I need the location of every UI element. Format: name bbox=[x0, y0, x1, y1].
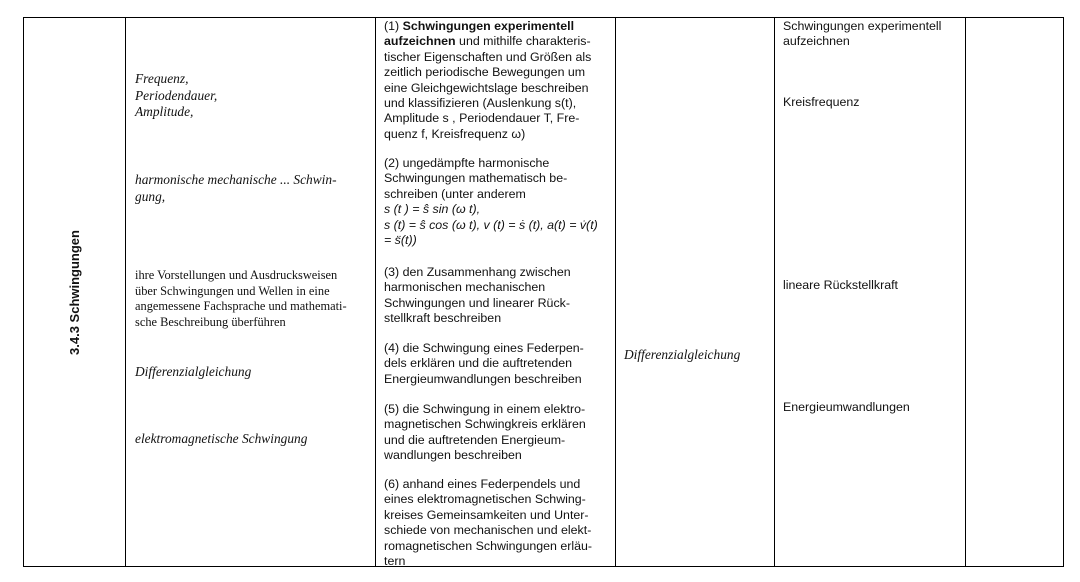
curriculum-table bbox=[23, 17, 1064, 567]
keywords-cell bbox=[775, 18, 965, 566]
keyword-record-oscillations: Schwingungen experimentell aufzeichnen bbox=[783, 19, 942, 49]
competence-1-number: (1) bbox=[384, 19, 403, 33]
term-harmonic-oscillation: harmonische mechanische ... Schwin- gung, bbox=[135, 172, 337, 204]
keyword-restoring-force: lineare Rückstellkraft bbox=[783, 278, 899, 292]
competence-5: (5) die Schwingung in einem elektro- magnetischen Schwingkreis erklären und die auftretenden Energieum- wandlungen beschreiben bbox=[384, 402, 586, 463]
empty-cell bbox=[966, 18, 1064, 566]
terms-cell bbox=[126, 18, 375, 566]
competence-3: (3) den Zusammenhang zwischen harmonischen mechanischen Schwingungen und linearer Rück- stellkraft beschreiben bbox=[384, 265, 571, 326]
term-frequency-group: Frequenz, Periodendauer, Amplitude, bbox=[135, 71, 218, 120]
keyword-angular-frequency: Kreisfrequenz bbox=[783, 95, 860, 109]
competence-2 bbox=[384, 156, 616, 248]
competence-2-formula-2: s (t) = ŝ cos (ω t), v (t) = ṡ (t), a(t) = v̇(t) bbox=[384, 217, 598, 232]
term-differential-equation: Differenzialgleichung bbox=[135, 364, 252, 379]
keyword-energy-conversion: Energieumwandlungen bbox=[783, 400, 910, 414]
competence-2-text: (2) ungedämpfte harmonische Schwingungen mathematisch be- schreiben (unter anderem bbox=[384, 156, 568, 201]
competence-2-formula-3: = s̈(t)) bbox=[384, 233, 417, 248]
method-differential-equation: Differenzialgleichung bbox=[624, 347, 741, 362]
term-em-oscillation: elektromagnetische Schwingung bbox=[135, 431, 308, 446]
competence-6: (6) anhand eines Federpendels und eines elektromagnetischen Schwing- kreises Gemeinsamkeiten und Unter- schiede von mechanischen und elekt- romagnetischen Schwingungen erläu- tern bbox=[384, 477, 593, 569]
term-language-description: ihre Vorstellungen und Ausdrucksweisen über Schwingungen und Wellen in eine angemessene Fachsprache und mathemati- sche Beschreibung überführen bbox=[135, 268, 347, 329]
section-title-cell bbox=[24, 18, 124, 566]
competences-cell bbox=[376, 18, 615, 569]
competence-1-bold: Schwingungen experimentell aufzeichnen bbox=[384, 19, 575, 49]
competence-2-formula-1: s (t ) = ŝ sin (ω t), bbox=[384, 202, 481, 217]
competence-1 bbox=[384, 19, 616, 142]
method-cell bbox=[616, 18, 774, 566]
section-title: 3.4.3 Schwingungen bbox=[66, 229, 82, 355]
competence-4: (4) die Schwingung eines Federpen- dels erklären und die auftretenden Energieumwandlungen beschreiben bbox=[384, 341, 584, 386]
competence-1-text: und mithilfe charakteris- tischer Eigenschaften und Größen als zeitlich periodische Bewegungen um eine Gleichgewichtslage beschreiben und klassifizieren (Auslenkung s(t), Amplitude s , Periodendauer T, Fre- quenz f, Kreisfrequenz ω) bbox=[384, 34, 592, 141]
